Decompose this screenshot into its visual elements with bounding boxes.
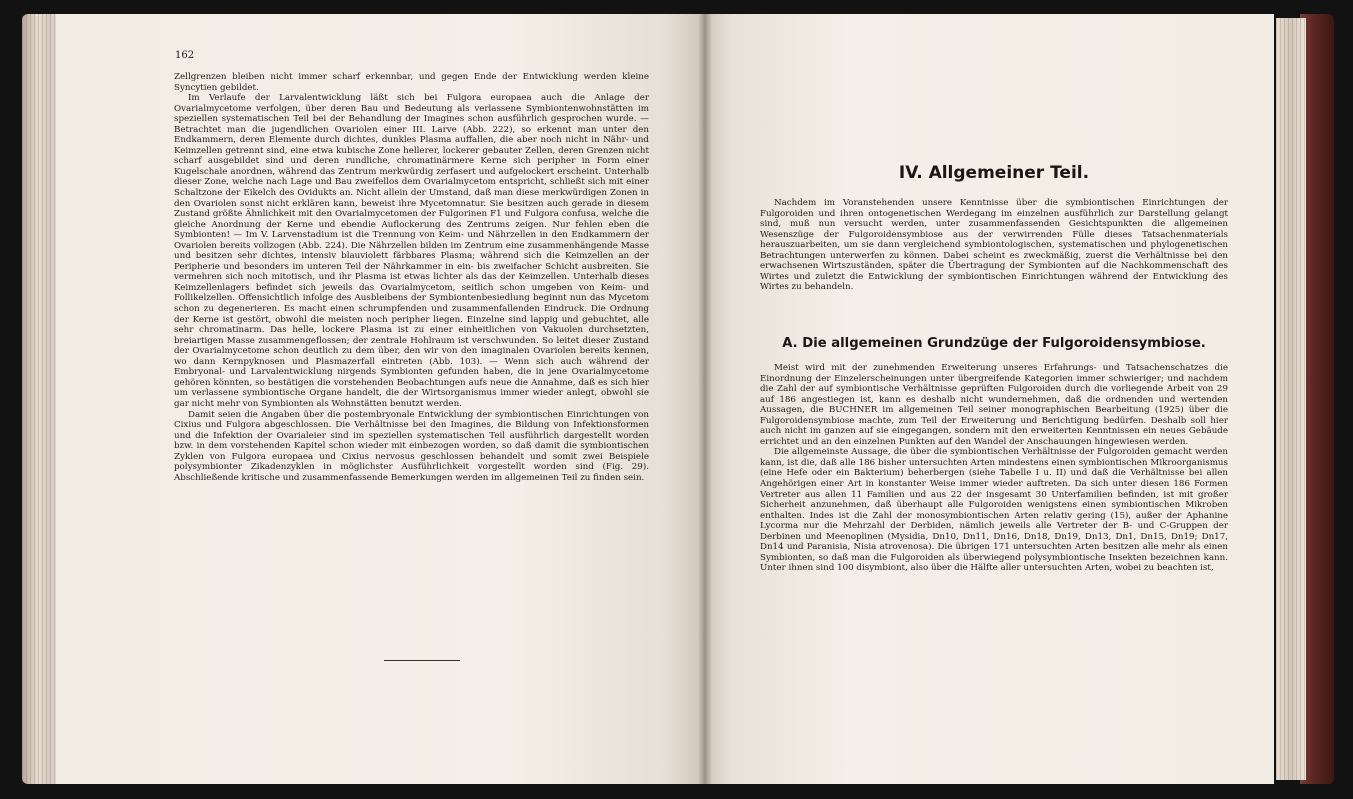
right-intro-text (760, 198, 1228, 293)
right-intro-paragraph: Nachdem im Voranstehenden unsere Kenntnisse über die symbiontischen Einrichtungen der Fulgoroiden und ihren ontogenetischen Werdegang im einzelnen ausführlich zur Darstellung gelangt sind, muß nun versucht werden, unter zusammenfassenden Gesichtspunkten die allgemeinen Wesenszüge der Fulgoroidensymbiose aus der verwirrenden Fülle dieses Tatsachenmaterials herauszuarbeiten, um sie dann vergleichend symbiontologischen, systematischen und phylogenetischen Betrachtungen unterwerfen zu können. Dabei scheint es zweckmäßig, zuerst die Verhältnisse bei den erwachsenen Wirtszuständen, später die Übertragung der Symbionten auf die Nachkommenschaft des Wirtes und zuletzt die Entwicklung der symbiontischen Einrichtungen während der Entwicklung des Wirtes zu behandeln. (760, 198, 1228, 293)
left-paragraph-2: Im Verlaufe der Larvalentwicklung läßt sich bei Fulgora europaea auch die Anlage der Ovarialmycetome verfolgen, über deren Bau und Bedeutung als verlassene Symbiontenwohnstätten im speziellen systematischen Teil bei der Behandlung der Imagines schon ausführlich gesprochen wurde. — Betrachtet man die jugendlichen Ovariolen einer III. Larve (Abb. 222), so erkennt man unter den Endkammern, deren Elemente durch dichtes, dunkles Plasma auffallen, die aber noch nicht in Nähr- und Keimzellen getrennt sind, eine etwa kubische Zone hellerer, lockerer gebauter Zellen, deren Grenzen nicht scharf ausgebildet sind und deren rundliche, chromatinärmere Kerne sich peripher in Form einer Kugelschale anordnen, während das Zentrum merkwürdig zerfasert und aufgelockert erscheint. Unterhalb dieser Zone, welche nach Lage und Bau zweifellos dem Ovarialmycetom entspricht, schließt sich mit einer Schaltzone der Eikelch des Ovidukts an. Nicht allein der Umstand, daß man diese merkwürdigen Zonen in den Ovariolen sonst nicht erklären kann, beweist ihre Mycetomnatur. Sie besitzen auch gerade in diesem Zustand größte Ähnlichkeit mit den Ovarialmycetomen der Fulgorinen F1 und Fulgora confusa, welche die gleiche Anordnung der Kerne und ebendie Auflockerung des Zentrums zeigen. Nur fehlen eben die Symbionten! — Im V. Larvenstadium ist die Trennung von Keim- und Nährzellen in den Endkammern der Ovariolen bereits vollzogen (Abb. 224). Die Nährzellen bilden im Zentrum eine zusammenhängende Masse und besitzen sehr dichtes, intensiv blauviolett färbbares Plasma; während sich die Keimzellen an der Peripherie und besonders im unteren Teil der Nährkammer in ein- bis zweifacher Schicht ausbreiten. Sie vermehren sich noch mitotisch, und ihr Plasma ist etwas lichter als das der Keimzellen. Unterhalb dieses Keimzellenlagers befindet sich jeweils das Ovarialmycetom, seitlich schon umgeben von Keim- und Follikelzellen. Offensichtlich infolge des Ausbleibens der Symbiontenbesiedlung beginnt nun das Mycetom schon zu degenerieren. Es macht einen schrumpfenden und zusammenfallenden Eindruck. Die Ordnung der Kerne ist gestört, obwohl die meisten noch peripher liegen. Einzelne sind lappig und gebuchtet, alle sehr chromatinarm. Das helle, lockere Plasma ist zu einer einheitlichen von Vakuolen durchsetzten, breiartigen Masse zusammengeflossen; der zentrale Hohlraum ist verschwunden. So leitet dieser Zustand der Ovarialmycetome schon deutlich zu dem über, den wir von den imaginalen Ovariolen bereits kennen, wo dann Kernpyknosen und Plasmazerfall eintreten (Abb. 103). — Wenn sich auch während der Embryonal- und Larvalentwicklung nirgends Symbionten gefunden haben, die in jene Ovarialmycetome gehören könnten, so bestätigen die vorstehenden Beobachtungen aufs neue die Annahme, daß es sich hier um verlassene symbiontische Organe handelt, die der Wirtsorganismus immer wieder anlegt, obwohl sie gar nicht mehr von Symbionten als Wohnstätten benutzt werden. (174, 93, 649, 409)
left-paragraph-1: Zellgrenzen bleiben nicht immer scharf erkennbar, und gegen Ende der Entwicklung werden kleine Syncytien gebildet. (174, 72, 649, 93)
chapter-title: IV. Allgemeiner Teil. (898, 163, 1090, 183)
page-number: 162 (175, 50, 195, 61)
book-page-edges-right (1276, 18, 1306, 780)
right-paragraph-2: Die allgemeinste Aussage, die über die symbiontischen Verhältnisse der Fulgoroiden gemacht werden kann, ist die, daß alle 186 bisher untersuchten Arten mindestens einen symbiontischen Mikroorganismus (eine Hefe oder ein Bakterium) beherbergen (siehe Tabelle I u. II) und daß die Verhältnisse bei allen Angehörigen einer Art in konstanter Weise immer wieder auftreten. Da sich unter diesen 186 Formen Vertreter aus allen 11 Familien und aus 22 der insgesamt 30 Unterfamilien befinden, ist mit großer Sicherheit anzunehmen, daß überhaupt alle Fulgoroiden wenigstens einen symbiontischen Mikroben enthalten. Indes ist die Zahl der monosymbiontischen Arten relativ gering (15), außer der Aphanine Lycorma nur die Mehrzahl der Derbiden, nämlich jeweils alle Vertreter der B- und C-Gruppen der Derbinen und Meenoplinen (Mysidia, Dn10, Dn11, Dn16, Dn18, Dn19, Dn13, Dn1, Dn15, Dn19; Dn17, Dn14 und Paranisia, Nisia atrovenosa). Die übrigen 171 untersuchten Arten besitzen alle mehr als einen Symbionten, so daß man die Fulgoroiden als überwiegend polysymbiontische Insekten bezeichnen kann. Unter ihnen sind 100 disymbiont, also über die Hälfte aller untersuchten Arten, wobei zu beachten ist, (760, 447, 1228, 574)
book-gutter (698, 14, 712, 784)
right-section-text (760, 363, 1228, 574)
left-page-text (174, 72, 649, 483)
end-rule (384, 660, 460, 661)
left-paragraph-3: Damit seien die Angaben über die postembryonale Entwicklung der symbiontischen Einrichtungen von Cixius und Fulgora abgeschlossen. Die Verhältnisse bei den Imagines, die Bildung von Infektionsformen und die Infektion der Ovarialeier sind im speziellen systematischen Teil ausführlich dargestellt worden bzw. in dem vorstehenden Kapitel schon wieder mit einbezogen worden, so daß damit die symbiontischen Zyklen von Fulgora europaea und Cixius nervosus geschlossen behandelt und somit zwei Beispiele polysymbionter Zikadenzyklen in möglichster Ausführlichkeit vorgestellt worden sind (Fig. 29). Abschließende kritische und zusammenfassende Bemerkungen werden im allgemeinen Teil zu finden sein. (174, 409, 649, 483)
section-title: A. Die allgemeinen Grundzüge der Fulgoroidensymbiose. (782, 336, 1206, 351)
right-paragraph-1: Meist wird mit der zunehmenden Erweiterung unseres Erfahrungs- und Tatsachenschatzes die Einordnung der Einzelerscheinungen unter übergreifende Kategorien immer schwieriger; und nachdem die Zahl der auf symbiontische Verhältnisse geprüften Fulgoroiden durch die vorliegende Arbeit von 29 auf 186 angestiegen ist, kann es deshalb nicht wundernehmen, daß die ordnenden und wertenden Aussagen, die BUCHNER im allgemeinen Teil seiner monographischen Bearbeitung (1925) über die Fulgoroidensymbiose machte, zum Teil der Erweiterung und Berichtigung bedürfen. Deshalb soll hier auch nicht im ganzen auf sie eingegangen, sondern mit den erweiterten Kenntnissen ein neues Gebäude errichtet und an den einzelnen Punkten auf den Wandel der Anschauungen hingewiesen werden. (760, 363, 1228, 447)
